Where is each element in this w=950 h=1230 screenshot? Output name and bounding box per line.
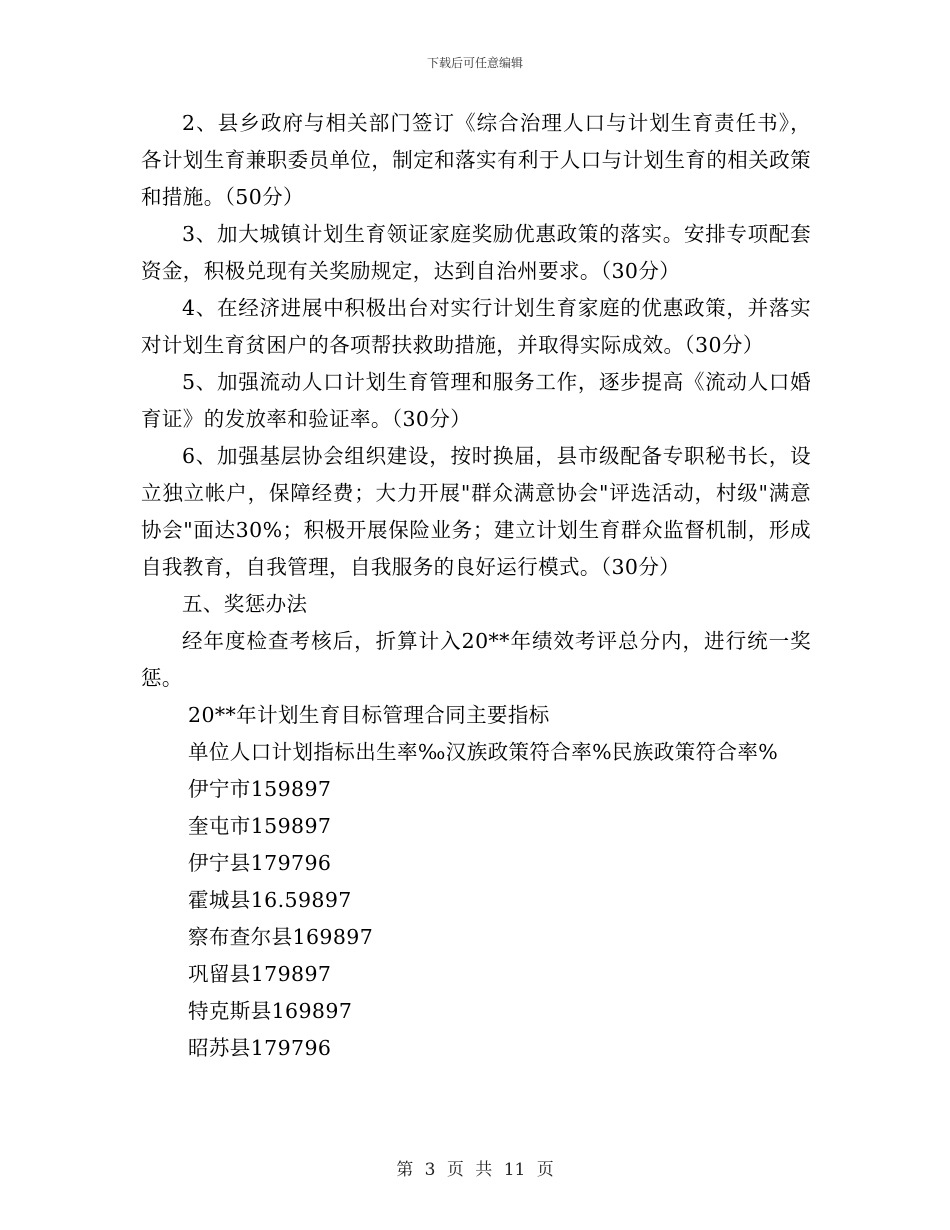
paragraph-item-3: 3、加大城镇计划生育领证家庭奖励优惠政策的落实。安排专项配套资金，积极兑现有关奖励规定，达到自治州要求。（30分） bbox=[141, 222, 811, 283]
table-row: 巩留县179897 bbox=[188, 962, 332, 986]
paragraph-item-5: 5、加强流动人口计划生育管理和服务工作，逐步提高《流动人口婚育证》的发放率和验证率。（30分） bbox=[141, 370, 811, 431]
paragraph-item-4: 4、在经济进展中积极出台对实行计划生育家庭的优惠政策，并落实对计划生育贫困户的各项帮扶救助措施，并取得实际成效。（30分） bbox=[141, 296, 811, 357]
paragraph-item-6: 6、加强基层协会组织建设，按时换届，县市级配备专职秘书长，设立独立帐户，保障经费；大力开展"群众满意协会"评选活动，村级"满意协会"面达30%；积极开展保险业务；建立计划生育群众监督机制，形成自我教育，自我管理，自我服务的良好运行模式。（30分） bbox=[141, 444, 811, 579]
table-row: 察布查尔县169897 bbox=[188, 925, 374, 949]
paragraph-item-2: 2、县乡政府与相关部门签订《综合治理人口与计划生育责任书》，各计划生育兼职委员单位，制定和落实有利于人口与计划生育的相关政策和措施。（50分） bbox=[141, 111, 811, 209]
table-row: 昭苏县179796 bbox=[188, 1036, 332, 1060]
page-header: 下载后可任意编辑 bbox=[426, 56, 523, 70]
document-body bbox=[141, 105, 811, 1067]
table-row: 伊宁市159897 bbox=[188, 777, 332, 801]
table-row: 伊宁县179796 bbox=[188, 851, 332, 875]
table-row: 奎屯市159897 bbox=[188, 814, 332, 838]
table-header: 单位人口计划指标出生率‰汉族政策符合率%民族政策符合率% bbox=[188, 740, 779, 764]
table-row: 特克斯县169897 bbox=[188, 999, 353, 1023]
table-row: 霍城县16.59897 bbox=[188, 888, 352, 912]
section-heading-rewards: 五、奖惩办法 bbox=[182, 592, 308, 616]
page-footer: 第 3 页 共 11 页 bbox=[396, 1160, 554, 1180]
paragraph-rewards: 经年度检查考核后，折算计入20**年绩效考评总分内，进行统一奖惩。 bbox=[141, 629, 811, 690]
table-title: 20**年计划生育目标管理合同主要指标 bbox=[188, 703, 550, 727]
